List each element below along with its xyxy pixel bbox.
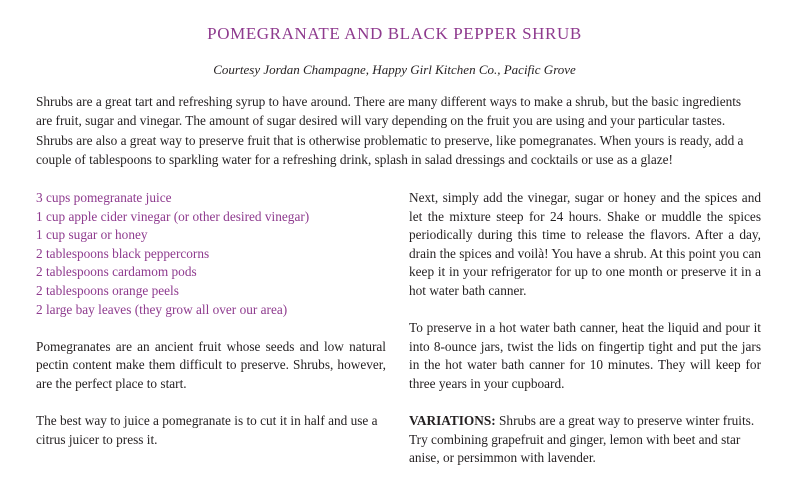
recipe-title: POMEGRANATE AND BLACK PEPPER SHRUB	[207, 24, 582, 43]
recipe-credit: Courtesy Jordan Champagne, Happy Girl Kitchen Co., Pacific Grove	[213, 62, 576, 77]
ingredient-item: 3 cups pomegranate juice	[36, 190, 172, 205]
right-column	[409, 189, 761, 468]
ingredient-item: 1 cup sugar or honey	[36, 227, 148, 243]
variations-paragraph	[409, 412, 761, 468]
variations-label: VARIATIONS:	[409, 413, 496, 429]
canning-paragraph: To preserve in a hot water bath canner, heat the liquid and pour it into 8-ounce jars, twist the lids on fingertip tight and put the jars in the hot water bath canner for 10 minutes. They will keep for three years in your cupboard.	[409, 320, 761, 391]
variations-text: Shrubs are a great way to preserve winter fruits. Try combining grapefruit and ginger, lemon with beet and star anise, or persimmon with lavender.	[409, 413, 755, 466]
ingredient-item: 2 tablespoons orange peels	[36, 282, 179, 298]
ingredient-list	[36, 189, 386, 319]
steep-paragraph: Next, simply add the vinegar, sugar or honey and the spices and let the mixture steep for 24 hours. Shake or muddle the spices periodically during this time to release the flavors. After a day, drain the spices and voilà! You have a shrub. At this point you can keep it in your refrigerator for up to one month or preserve it in a hot water bath canner.	[409, 190, 761, 298]
left-column	[36, 189, 386, 449]
juicing-paragraph: The best way to juice a pomegranate is to cut it in half and use a citrus juicer to press it.	[36, 413, 378, 447]
ingredient-item: 1 cup apple cider vinegar (or other desired vinegar)	[36, 208, 310, 224]
ingredient-item: 2 large bay leaves (they grow all over our area)	[36, 301, 288, 317]
ingredient-item: 2 tablespoons cardamom pods	[36, 264, 197, 280]
ingredient-item: 2 tablespoons black peppercorns	[36, 245, 210, 261]
pomegranate-paragraph: Pomegranates are an ancient fruit whose seeds and low natural pectin content make them difficult to preserve. Shrubs, however, are the perfect place to start.	[36, 338, 386, 391]
intro-paragraph: Shrubs are a great tart and refreshing syrup to have around. There are many different ways to make a shrub, but the basic ingredients are fruit, sugar and vinegar. The amount of sugar desired will vary depending on the fruit you are using and your particular tastes. Shrubs are also a great way to preserve fruit that is otherwise problematic to preserve, like pomegranates. When yours is ready, add a couple of tablespoons to sparkling water for a refreshing drink, splash in salad dressings and cocktails or use as a glaze!	[36, 94, 744, 168]
